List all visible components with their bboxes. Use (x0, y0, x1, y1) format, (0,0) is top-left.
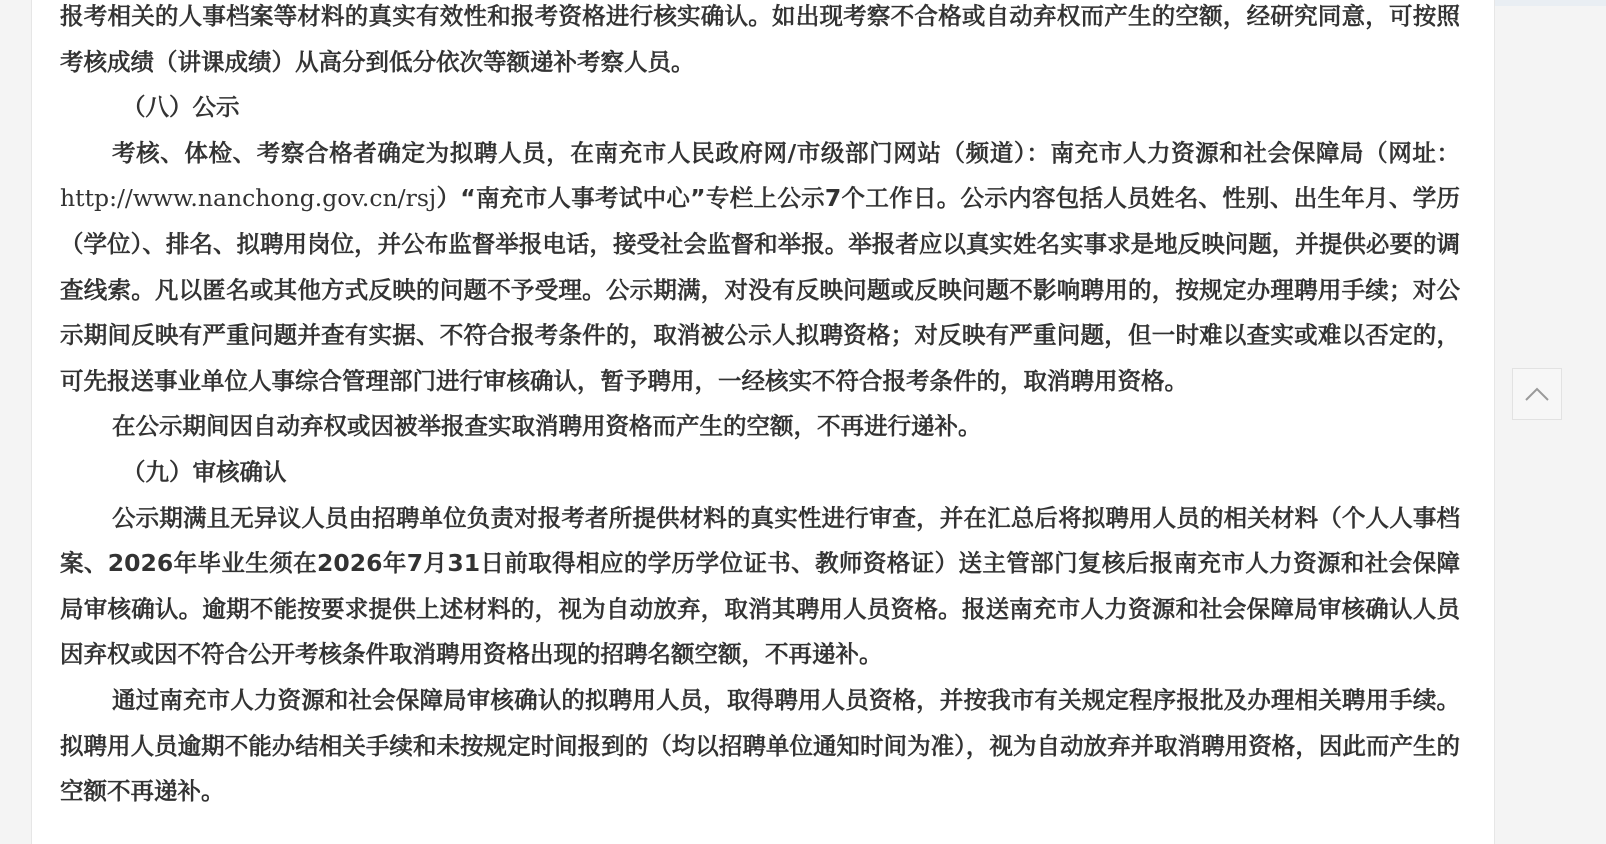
article-body (60, 0, 1460, 815)
section-heading-publicity: （八）公示 (122, 93, 240, 122)
article-page (31, 0, 1495, 844)
paragraph-continuation: 报考相关的人事档案等材料的真实有效性和报考资格进行核实确认。如出现考察不合格或自动弃权而产生的空额，经研究同意，可按照考核成绩（讲课成绩）从高分到低分依次等额递补考察人员。 (60, 2, 1460, 76)
paragraph-review: 公示期满且无异议人员由招聘单位负责对报考者所提供材料的真实性进行审查，并在汇总后将拟聘用人员的相关材料（个人人事档案、2026年毕业生须在2026年7月31日前取得相应的学历学位证书、教师资格证）送主管部门复核后报南充市人力资源和社会保障局审核确认。逾期不能按要求提供上述材料的，视为自动放弃，取消其聘用人员资格。报送南充市人力资源和社会保障局审核确认人员因弃权或因不符合公开考核条件取消聘用资格出现的招聘名额空额，不再递补。 (60, 503, 1460, 669)
paragraph-no-replacement: 在公示期间因自动弃权或因被举报查实取消聘用资格而产生的空额，不再进行递补。 (112, 412, 982, 441)
top-bar (1495, 0, 1606, 6)
back-to-top-button[interactable] (1512, 368, 1562, 420)
section-heading-review: （九）审核确认 (122, 457, 287, 486)
website-url-link[interactable]: http://www.nanchong.gov.cn/rsj (60, 184, 437, 213)
chevron-up-icon (1524, 386, 1550, 402)
paragraph-publicity-part1: 考核、体检、考察合格者确定为拟聘人员，在南充市人民政府网/市级部门网站（频道）：南充市人力资源和社会保障局（网址： (112, 138, 1460, 167)
paragraph-publicity-part2: ）“南充市人事考试中心”专栏上公示7个工作日。公示内容包括人员姓名、性别、出生年月、学历（学位）、排名、拟聘用岗位，并公布监督举报电话，接受社会监督和举报。举报者应以真实姓名实事求是地反映问题，并提供必要的调查线索。凡以匿名或其他方式反映的问题不予受理。公示期满，对没有反映问题或反映问题不影响聘用的，按规定办理聘用手续；对公示期间反映有严重问题并查有实据、不符合报考条件的，取消被公示人拟聘资格；对反映有严重问题，但一时难以查实或难以否定的，可先报送事业单位人事综合管理部门进行审核确认，暂予聘用，一经核实不符合报考条件的，取消聘用资格。 (60, 184, 1460, 395)
paragraph-publicity (60, 131, 1460, 405)
paragraph-hiring: 通过南充市人力资源和社会保障局审核确认的拟聘用人员，取得聘用人员资格，并按我市有关规定程序报批及办理相关聘用手续。拟聘用人员逾期不能办结相关手续和未按规定时间报到的（均以招聘单位通知时间为准），视为自动放弃并取消聘用资格，因此而产生的空额不再递补。 (60, 685, 1460, 806)
